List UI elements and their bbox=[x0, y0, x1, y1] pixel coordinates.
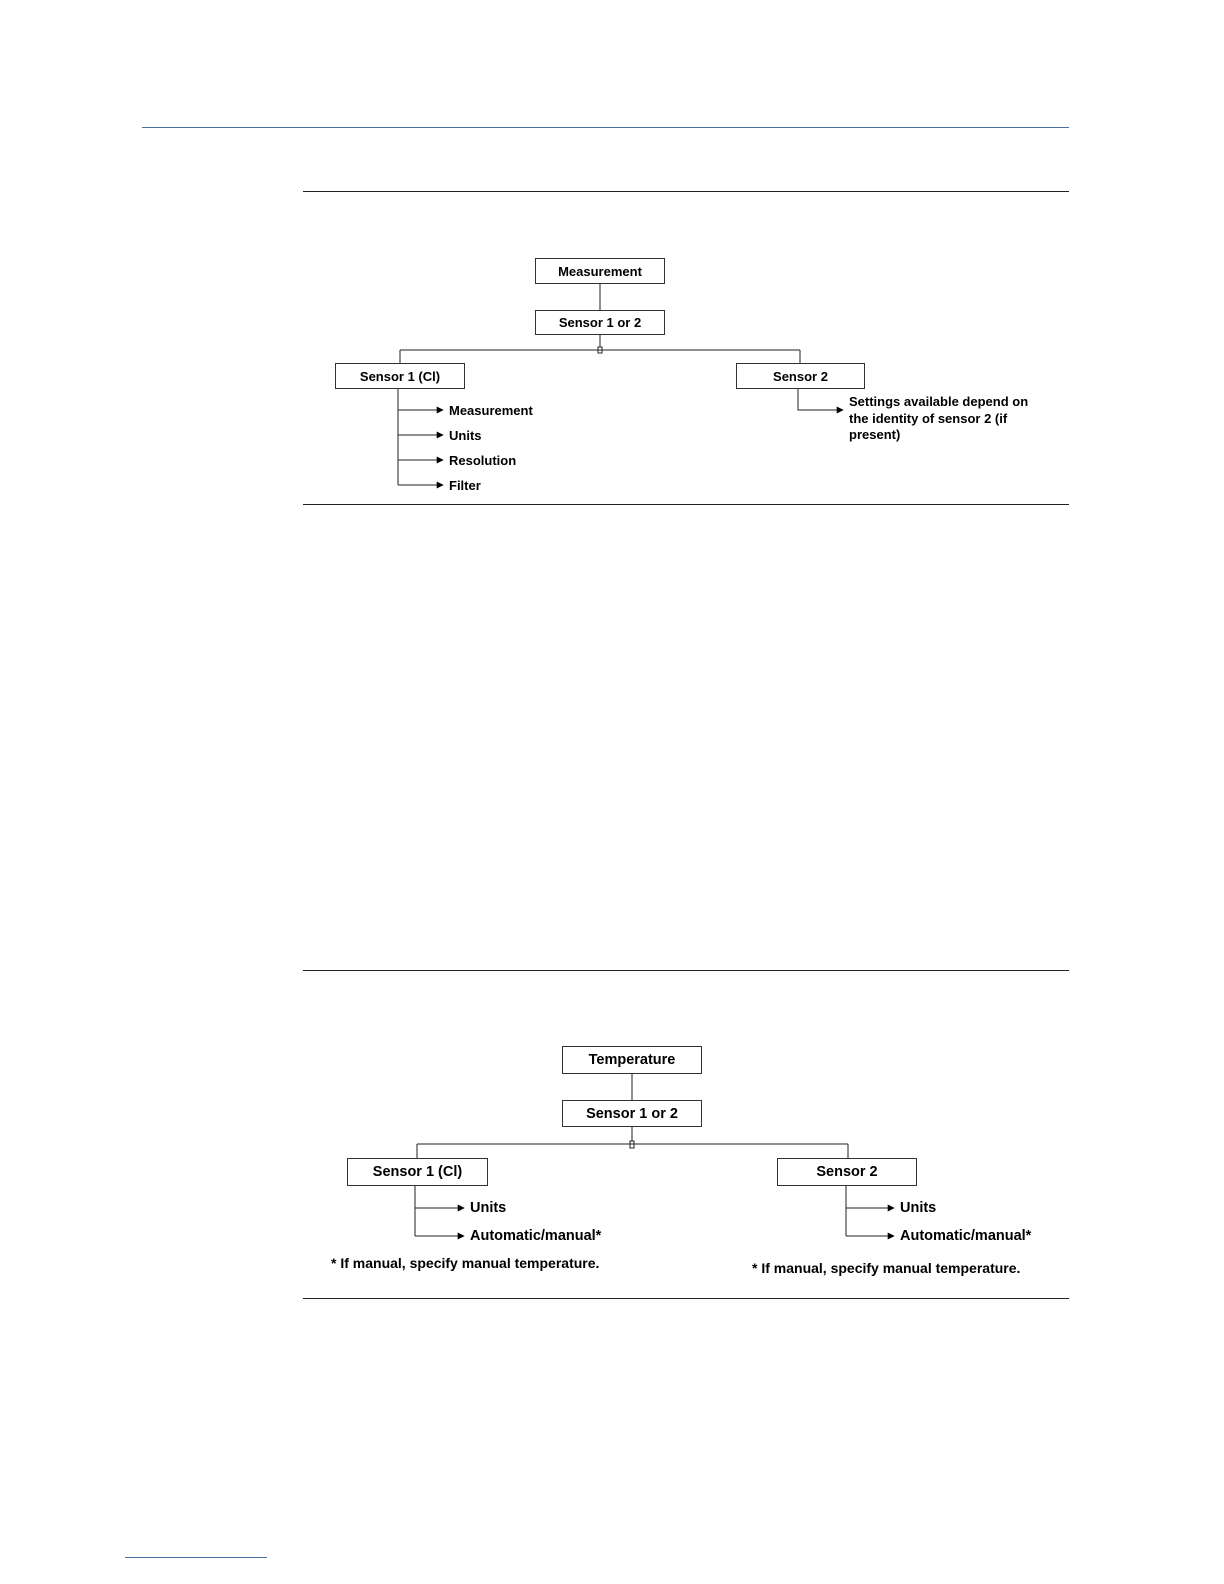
option-measurement: Measurement bbox=[449, 403, 533, 418]
sensor1-option-auto-manual: Automatic/manual* bbox=[470, 1228, 602, 1244]
note-line: present) bbox=[849, 427, 901, 442]
sensor1-box: Sensor 1 (Cl) bbox=[347, 1158, 488, 1186]
note-line: the identity of sensor 2 (if bbox=[849, 410, 1008, 426]
sensor-selector-box: Sensor 1 or 2 bbox=[535, 310, 665, 335]
sensor1-box: Sensor 1 (Cl) bbox=[335, 363, 465, 389]
sensor1-footnote: * If manual, specify manual temperature. bbox=[331, 1255, 600, 1271]
note-line: Settings available depend on bbox=[849, 394, 1029, 409]
option-units: Units bbox=[449, 428, 482, 443]
temperature-root-box: Temperature bbox=[562, 1046, 702, 1074]
measurement-root-box: Measurement bbox=[535, 258, 665, 284]
sensor-selector-box: Sensor 1 or 2 bbox=[562, 1100, 702, 1127]
option-filter: Filter bbox=[449, 478, 481, 493]
sensor1-option-units: Units bbox=[470, 1200, 507, 1216]
sensor2-box: Sensor 2 bbox=[736, 363, 865, 389]
sensor2-option-units: Units bbox=[900, 1200, 937, 1216]
option-resolution: Resolution bbox=[449, 453, 517, 468]
sensor2-settings-note bbox=[849, 394, 1028, 444]
sensor2-box: Sensor 2 bbox=[777, 1158, 917, 1186]
sensor2-option-auto-manual: Automatic/manual* bbox=[900, 1228, 1032, 1244]
sensor2-footnote: * If manual, specify manual temperature. bbox=[752, 1260, 1021, 1276]
